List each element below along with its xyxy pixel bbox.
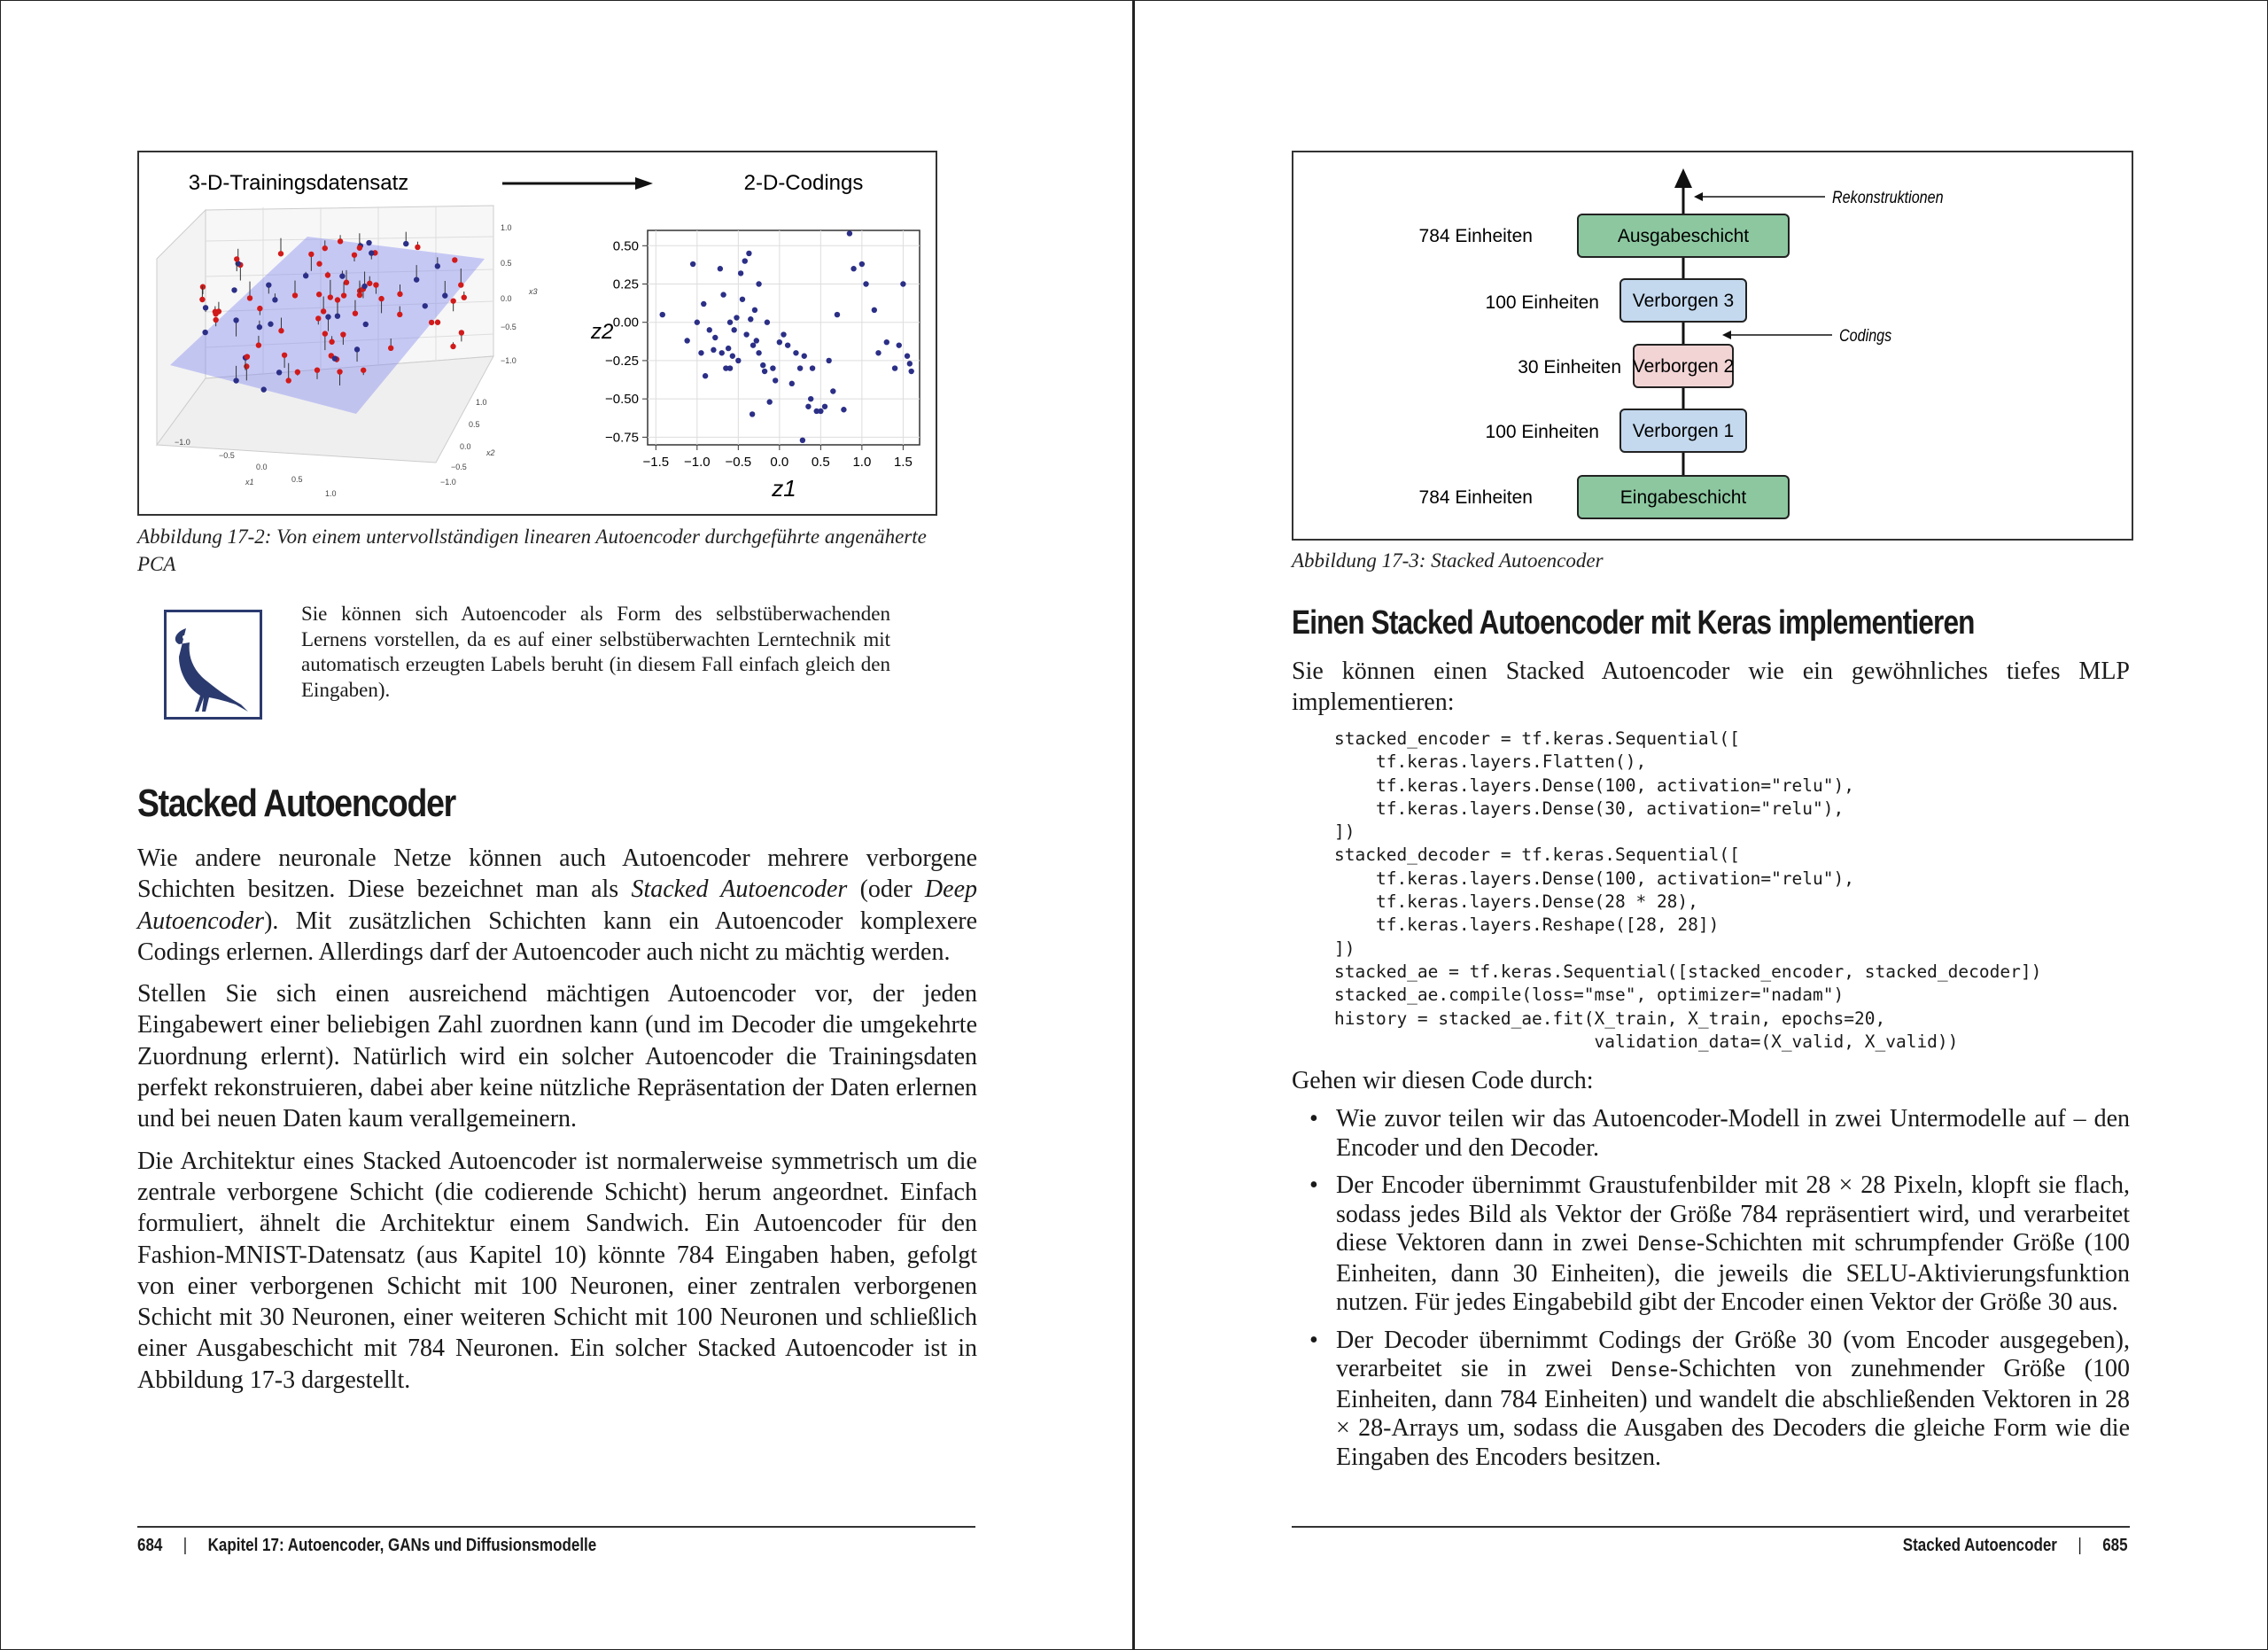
- point-3d: [403, 241, 408, 246]
- x-tick-label: 0.0: [770, 455, 789, 470]
- point-3d: [414, 276, 419, 282]
- scatter-point: [875, 350, 881, 355]
- bullet-3: [1292, 1327, 2130, 1473]
- point-3d: [266, 282, 271, 287]
- x-tick-label: 1.0: [852, 455, 872, 470]
- bullet-2-code: Dense: [1637, 1234, 1697, 1256]
- annotation-rekonstruktionen: Rekonstruktionen: [1832, 187, 1944, 207]
- intro-paragraph: Sie können einen Stacked Autoencoder wie ein gewöhnliches tiefes MLP implementieren:: [1292, 658, 2130, 717]
- point-3d: [338, 238, 343, 244]
- point-3d: [257, 306, 262, 311]
- point-3d: [292, 292, 298, 298]
- point-3d: [272, 297, 277, 302]
- scatter-point: [800, 438, 805, 443]
- scatter-point: [740, 297, 745, 302]
- point-3d: [462, 294, 467, 300]
- scatter-point: [748, 316, 753, 322]
- layer-input-label: Eingabeschicht: [1619, 487, 1747, 508]
- layer-hidden-2-units: 30 Einheiten: [1518, 357, 1621, 377]
- scatter-point: [742, 258, 748, 263]
- scatter-point: [756, 350, 761, 355]
- scatter-point: [900, 281, 905, 286]
- page-number-left: 684: [137, 1536, 163, 1555]
- bullet-1: • Wie zuvor teilen wir das Autoencoder-Modell in zwei Untermodelle auf – den Encoder und den Decoder.: [1292, 1105, 2130, 1163]
- figure-17-3: [1292, 151, 2133, 541]
- point-3d: [339, 273, 345, 278]
- z-tick-1: 1.0: [501, 223, 512, 232]
- scatter-point: [727, 365, 733, 370]
- figure-17-3-canvas: [1293, 152, 2132, 539]
- explanation-list: [1292, 1105, 2130, 1481]
- point-3d: [366, 240, 371, 245]
- point-3d: [340, 331, 346, 337]
- p1-term-stacked: Stacked Autoencoder: [631, 876, 848, 904]
- scatter-point: [773, 377, 778, 383]
- footer-left: [137, 1536, 596, 1556]
- point-3d: [344, 280, 349, 285]
- layer-hidden-1-label: Verborgen 1: [1632, 421, 1735, 441]
- y-tick-label: −0.50: [605, 392, 639, 408]
- scatter-point: [765, 320, 770, 325]
- point-3d: [200, 284, 206, 290]
- point-3d: [276, 370, 282, 375]
- scatter-point: [660, 312, 665, 317]
- scatter-point: [684, 338, 689, 343]
- figure-17-2: [137, 151, 937, 516]
- y-tick-5: −1.0: [440, 478, 456, 486]
- point-3d: [415, 245, 420, 250]
- point-3d: [435, 263, 440, 269]
- point-3d: [442, 292, 447, 298]
- point-3d: [234, 256, 239, 261]
- point-3d: [322, 331, 328, 336]
- point-3d: [367, 281, 372, 286]
- y-tick-label: 0.50: [612, 238, 639, 254]
- walkthrough-intro: Gehen wir diesen Code durch:: [1292, 1067, 1594, 1094]
- z-tick-3: 0.0: [501, 294, 512, 303]
- point-3d: [260, 386, 266, 392]
- scatter-point: [754, 338, 759, 343]
- point-3d: [335, 297, 340, 302]
- point-3d: [435, 320, 440, 325]
- z-axis-label: x3: [529, 287, 538, 296]
- point-3d: [213, 309, 218, 315]
- point-3d: [352, 253, 357, 258]
- scatter-point: [734, 315, 739, 320]
- point-3d: [329, 339, 334, 345]
- layer-hidden-3-units: 100 Einheiten: [1485, 292, 1599, 313]
- point-3d: [295, 370, 300, 375]
- label-3d-dataset: 3-D-Trainingsdatensatz: [188, 171, 409, 195]
- point-3d: [315, 367, 320, 372]
- point-3d: [256, 342, 261, 347]
- scatter-point: [793, 350, 798, 355]
- point-3d: [429, 320, 434, 325]
- z-tick-2: 0.5: [501, 259, 512, 268]
- scatter-point: [760, 362, 765, 368]
- scatter-point: [897, 342, 902, 347]
- scatter-point: [785, 342, 790, 347]
- paragraph-2: Stellen Sie sich einen ausreichend mächtigen Autoencoder vor, der jeden Eingabewert einer beliebigen Zahl zuordnen kann (und im Decoder die umgekehrte Zuordnung erlernt). Natürlich wird ein solcher Autoencoder die Trainingsdaten perfekt rekonstruieren, dabei aber keine nützliche Repräsentation der Daten erlernen und bei neuen Daten kaum verallgemeinern.: [137, 980, 977, 1133]
- point-3d: [286, 377, 291, 383]
- scatter-point: [711, 347, 716, 353]
- y-axis-label: x2: [486, 448, 495, 457]
- point-3d: [268, 322, 273, 327]
- scatter-point: [766, 399, 772, 404]
- point-3d: [325, 272, 330, 277]
- point-3d: [308, 252, 314, 257]
- point-3d: [452, 257, 457, 262]
- scatter-point: [718, 266, 723, 271]
- bullet-3-text-a: Der Decoder übernimmt Codings der Größe 30 (vom Encoder ausgegeben), verarbeitet sie in zwei: [1336, 1326, 2130, 1382]
- point-3d: [357, 292, 362, 298]
- layer-output-label: Ausgabeschicht: [1617, 226, 1750, 246]
- scatter-point: [835, 312, 840, 317]
- scatter-point: [826, 358, 831, 363]
- scatter-point: [797, 365, 803, 370]
- figure-17-2-canvas: [139, 152, 936, 514]
- bullet-2-text-a: Der Encoder übernimmt Graustufenbilder mit 28 × 28 Pixeln, klopft sie flach, sodass jedes Bild als Vektor der Größe 784 repräsentiert wird, und verarbeitet diese Vektoren dann in zwei: [1336, 1171, 2130, 1257]
- point-3d: [354, 346, 360, 352]
- point-3d: [203, 305, 208, 310]
- scatter-plot-area: [648, 230, 920, 445]
- scatter-point: [859, 261, 865, 267]
- scatter-point: [781, 331, 786, 337]
- point-3d: [450, 298, 455, 303]
- section-heading-stacked-autoencoder: Stacked Autoencoder: [137, 782, 455, 825]
- y-tick-1: 1.0: [476, 398, 487, 407]
- bullet-3-text-b: -Schichten von zunehmender Größe (100 Einheiten, dann 784 Einheiten) und wandelt die abschließenden Vektoren in 28 × 28-Arrays um, sodass die Ausgaben des Decoders die gleiche Form wie die Eingaben des Encoders besitzen.: [1336, 1355, 2130, 1471]
- x-axis-label: x1: [245, 478, 254, 486]
- p1-text-c: ). Mit zusätzlichen Schichten kann ein Autoencoder komplexere Codings erlernen. Allerdings darf der Autoencoder auch nicht zu mächtig werden.: [137, 907, 977, 966]
- scatter-point: [735, 358, 741, 363]
- scatter-point: [802, 354, 807, 359]
- annotation-arrow-mid: [1722, 331, 1731, 339]
- point-3d: [244, 363, 249, 369]
- layer-hidden-2-label: Verborgen 2: [1632, 356, 1735, 377]
- footer-rule-right: [1292, 1526, 2130, 1528]
- scatter-point: [743, 331, 749, 337]
- scatter-point: [884, 339, 889, 345]
- paragraph-1: [137, 843, 977, 968]
- arrow-head: [635, 177, 653, 190]
- point-3d: [369, 250, 374, 255]
- x-tick-label: −1.0: [684, 455, 711, 470]
- point-3d: [322, 245, 328, 251]
- chapter-title: Kapitel 17: Autoencoder, GANs und Diffusionsmodelle: [207, 1536, 597, 1555]
- point-3d: [357, 245, 362, 251]
- point-3d: [388, 346, 393, 351]
- x-tick-4: 0.5: [291, 475, 303, 484]
- point-3d: [363, 322, 369, 327]
- point-3d: [337, 369, 342, 374]
- p1-term-deep: Deep Autoencoder: [137, 876, 977, 935]
- scatter-point: [720, 292, 726, 297]
- point-3d: [450, 344, 455, 349]
- y-tick-4: −0.5: [451, 463, 467, 471]
- scatter-point: [695, 320, 700, 325]
- scatter-y-label: z2: [591, 320, 614, 344]
- point-3d: [321, 308, 326, 314]
- point-3d: [303, 273, 308, 278]
- scatter-point: [814, 409, 819, 414]
- point-3d: [378, 296, 384, 301]
- point-3d: [458, 282, 463, 287]
- point-3d: [233, 377, 238, 383]
- x-tick-1: −1.0: [175, 438, 190, 447]
- scatter-point: [707, 327, 712, 332]
- point-3d: [233, 317, 238, 323]
- scatter-point: [752, 307, 757, 313]
- bird-icon: [164, 610, 262, 720]
- scatter-x-label: z1: [772, 475, 796, 502]
- figure-17-3-caption: Abbildung 17-3: Stacked Autoencoder: [1292, 549, 1604, 572]
- scatter-point: [730, 354, 735, 359]
- scatter-point: [703, 373, 708, 378]
- y-tick-label: 0.00: [612, 315, 639, 331]
- x-tick-label: −1.5: [642, 455, 670, 470]
- point-3d: [335, 313, 340, 318]
- scatter-point: [698, 350, 703, 355]
- footer-separator-left: |: [183, 1536, 188, 1555]
- page-number-right: 685: [2102, 1536, 2128, 1555]
- scatter-point: [690, 261, 695, 267]
- scatter-point: [808, 396, 813, 401]
- paragraph-3: Die Architektur eines Stacked Autoencoder ist normalerweise symmetrisch um die zentrale verborgene Schicht (die codierende Schicht) herum angeordnet. Einfach formuliert, ähnelt die Architektur einem Sandwich. Ein Autoencoder für den Fashion-MNIST-Datensatz (aus Kapitel 10) könnte 784 Eingaben haben, gefolgt von einer verborgenen Schicht mit 100 Neuronen, einer zentralen verborgenen Schicht mit 30 Neuronen, einer weiteren Schicht mit 100 Neuronen und schließlich einer Ausgabeschicht mit 784 Neuronen. Ein solcher Stacked Autoencoder ist in Abbildung 17-3 dargestellt.: [137, 1147, 977, 1394]
- scatter-point: [726, 346, 731, 351]
- y-tick-2: 0.5: [469, 420, 480, 429]
- point-3d: [315, 315, 321, 321]
- scatter-point: [830, 388, 835, 393]
- layer-hidden-1-units: 100 Einheiten: [1485, 422, 1599, 442]
- point-3d: [353, 310, 358, 315]
- point-3d: [459, 330, 464, 335]
- point-3d: [423, 303, 428, 308]
- output-arrow-head: [1674, 168, 1692, 188]
- scatter-point: [863, 281, 868, 286]
- x-tick-5: 1.0: [325, 489, 337, 498]
- point-3d: [213, 317, 218, 323]
- footer-rule-left: [137, 1526, 975, 1528]
- y-tick-3: 0.0: [460, 442, 471, 451]
- x-tick-2: −0.5: [219, 451, 235, 460]
- scatter-point: [731, 327, 736, 332]
- y-tick-label: −0.25: [605, 353, 639, 369]
- scatter-point: [762, 369, 767, 374]
- point-3d: [361, 368, 366, 373]
- z-tick-5: −1.0: [501, 356, 517, 365]
- plot-3d: [157, 206, 538, 498]
- p1-text-a: Wie andere neuronale Netze können auch Autoencoder mehrere verborgene Schichten besitzen. Diese bezeichnet man als: [137, 844, 977, 904]
- point-3d: [245, 354, 250, 359]
- scatter-point: [756, 281, 761, 286]
- point-3d: [278, 251, 284, 256]
- footer-separator-right: |: [2078, 1536, 2083, 1555]
- scatter-point: [805, 404, 811, 409]
- layer-hidden-3-label: Verborgen 3: [1632, 291, 1735, 311]
- scatter-point: [719, 350, 725, 355]
- point-3d: [278, 328, 284, 333]
- scatter-point: [727, 320, 733, 325]
- x-tick-label: 1.5: [893, 455, 913, 470]
- scatter-point: [738, 270, 743, 276]
- layer-output-units: 784 Einheiten: [1418, 226, 1533, 246]
- point-3d: [202, 330, 207, 335]
- annotation-arrow-top: [1694, 192, 1703, 201]
- scatter-point: [841, 407, 846, 412]
- scatter-point: [746, 251, 751, 256]
- point-3d: [231, 287, 237, 292]
- code-block: stacked_encoder = tf.keras.Sequential([ tf.keras.layers.Flatten(), tf.keras.layers.Dense(100, activation="relu"), tf.keras.layers.Dense(30, activation="relu"), ]) stacked_decoder = tf.keras.Sequential([ tf.keras.layers.Dense(100, activation="relu"), tf.keras.layers.Dense(28 * 28), tf.keras.layers.Reshape([28, 28]) ]) stacked_ae = tf.keras.Sequential([stacked_encoder, stacked_decoder]) stacked_ae.compile(loss="mse", optimizer="nadam") history = stacked_ae.fit(X_train, X_train, epochs=20, validation_data=(X_valid, X_valid)): [1334, 728, 2042, 1052]
- point-3d: [397, 312, 402, 317]
- scatter-point: [822, 404, 827, 409]
- bullet-3-code: Dense: [1611, 1359, 1670, 1381]
- z-tick-4: −0.5: [501, 323, 517, 331]
- point-3d: [373, 282, 378, 287]
- scatter-point: [810, 365, 815, 370]
- figure-17-2-caption: Abbildung 17-2: Von einem untervollständigen linearen Autoencoder durchgeführte angenäherte PCA: [137, 525, 927, 575]
- left-body: [137, 843, 977, 1406]
- scatter-point: [850, 266, 856, 271]
- section-title-footer: Stacked Autoencoder: [1903, 1536, 2058, 1555]
- point-3d: [257, 324, 262, 330]
- x-tick-3: 0.0: [256, 463, 268, 471]
- x-tick-label: 0.5: [811, 455, 830, 470]
- p1-text-b: (oder: [847, 876, 925, 904]
- y-tick-label: −0.75: [605, 430, 639, 446]
- point-3d: [397, 292, 402, 297]
- point-3d: [282, 353, 287, 358]
- tip-note: Sie können sich Autoencoder als Form des selbstüberwachenden Lernens vorstellen, da es auf einer selbstüberwachten Lerntechnik mit automatisch erzeugten Labels beruht (in diesem Fall einfach gleich den Eingaben).: [301, 603, 890, 701]
- annotation-codings: Codings: [1839, 325, 1892, 346]
- scatter-point: [905, 354, 910, 359]
- point-3d: [316, 292, 322, 297]
- scatter-point: [777, 339, 782, 345]
- point-3d: [325, 314, 330, 319]
- scatter-point: [712, 335, 718, 340]
- label-2d-codings: 2-D-Codings: [743, 171, 864, 195]
- point-3d: [316, 261, 322, 267]
- y-tick-label: 0.25: [612, 276, 639, 292]
- bullet-2-text-b: -Schichten mit schrumpfender Größe (100 Einheiten, dann 30 Einheiten), die jeweils die SELU-Aktivierungsfunktion nutzen. Für jedes Eingabebild gibt der Encoder einen Vektor der Größe 30 aus.: [1336, 1229, 2130, 1316]
- scatter-point: [789, 381, 795, 386]
- scatter-point: [701, 301, 706, 307]
- layer-input-units: 784 Einheiten: [1418, 487, 1533, 508]
- section-heading-keras: Einen Stacked Autoencoder mit Keras implementieren: [1292, 604, 1975, 642]
- point-3d: [328, 294, 333, 300]
- scatter-plot-2d: [590, 230, 920, 502]
- right-page: [1134, 0, 2268, 1650]
- point-3d: [247, 295, 252, 300]
- scatter-point: [892, 365, 897, 370]
- scatter-point: [907, 361, 913, 366]
- scatter-point: [908, 369, 913, 374]
- scatter-point: [872, 307, 877, 313]
- x-tick-label: −0.5: [725, 455, 752, 470]
- scatter-point: [750, 411, 755, 416]
- scatter-point: [750, 342, 756, 347]
- point-3d: [341, 292, 346, 298]
- point-3d: [332, 355, 338, 361]
- point-3d: [361, 284, 367, 289]
- scatter-point: [847, 230, 852, 236]
- bullet-2: [1292, 1171, 2130, 1318]
- scatter-point: [770, 365, 775, 370]
- point-3d: [199, 297, 205, 302]
- footer-right: [1903, 1536, 2128, 1556]
